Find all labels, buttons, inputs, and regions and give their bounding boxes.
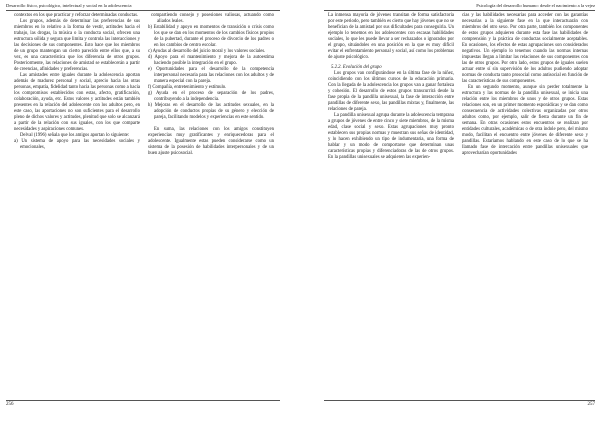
right-page-footer — [324, 400, 595, 408]
paragraph: La pandilla unisexual agrupa durante la adolescencia temprana a grupos de jóvenes de entre cinco y siete miembros, de la misma edad, clase social y sexo. Estas agrupaciones muy pronto establecen sus propias normas y muestran sus señas de identidad, y lo hacen exhibiendo un tipo de indumentaria, una forma de hablar y un modo de comportarse que determinan unas características propias y diferenciadoras de las de otros grupos. En la pandillas unisexuales se adquieren las experien- — [328, 113, 454, 161]
right-page — [300, 0, 600, 423]
right-column-1 — [328, 13, 454, 161]
list-item: e) Oportunidades para el desarrollo de la competencia interpersonal necesaria para las relaciones con los adultos y de manera especial con la pareja. — [148, 67, 274, 85]
paragraph: contextos en los que practicar y reforzar determinadas conductas. — [14, 13, 139, 18]
paragraph: En suma, las relaciones con los amigos constituyen experiencias muy gratificantes y enriquecedoras para el adolescente. Igualmente estas pueden considerarse como un sistema de la posesión de habilidades interpersonales y de un buen ajuste psicosocial. — [148, 127, 274, 157]
page-number: 257 — [587, 402, 595, 407]
page-number: 256 — [6, 402, 14, 407]
list-item: d) Apoyo para el mantenimiento y mejora de la autoestima haciendo posible la integración en el grupo. — [148, 55, 274, 67]
list-item: f) Compañía, entretenimiento y estímulo. — [148, 85, 227, 91]
right-column-2 — [462, 13, 588, 157]
list-item: c) Ayudas al desarrollo del juicio moral y los valores sociales. — [148, 49, 266, 55]
paragraph: En un segundo momento, aunque sin perder totalmente la estructura y las normas de la pandilla unisexual, se inicia una relación entre los miembros de unos y de otros grupos. Estas relaciones son, en un primer momento esporádicas y se dan como consecuencia de actividades colectivas organizadas por otros adultos como, por ejemplo, salir de fiesta durante un fin de semana. En otras ocasiones estos encuentros se realizan por entidades culturales, académicas o de otra índole pero, del mismo modo, facilitan el encuentro entre jóvenes de diferente sexo y pandillas. Estaríamos hablando en este caso de lo que se ha llamado fase de intercación entre pandillas unisexuales que aprovecharían oportunidades — [462, 85, 588, 157]
paragraph: La inmensa mayoría de jóvenes transitan de forma satisfactoria por este periodo, pero también es cierto que hay jóvenes que no se benefician de la amistad por sus dificultades para conseguirla. Un ejemplo lo tenemos en los adolescentes con escasas habilidades sociales, lo que les puede llevar a ser rechazados o ignorados por el grupo, situándoles en una posición en la que es muy difícil evitar el enfrentamiento personal y social, así como los problemas de ajuste psicológico. — [328, 13, 454, 61]
paragraph: Delval (1996) señala que los amigos aportan lo siguiente: — [20, 133, 130, 139]
paragraph: cias y las habilidades necesarias para acceder con las garantías necesarias a la siguiente fase en la que interactuarán con miembros del otro sexo. Por otra parte, también los componentes de estos grupos adquieren durante esta fase las habilidades de comprensión y la práctica de conductas socialmente aceptables. En ocasiones, los efectos de estas agrupaciones son considerados negativos. Un ejemplo lo tenemos cuando las normas internas impuestas llegan a limitar las relaciones de sus componentes con las de otros grupos. Por otro lado, estos grupos de iguales suelen actuar entre sí sin supervisión de los adultos pudiendo adoptar normas de conducta tanto prosocial como antisocial en función de las características de sus componentes. — [462, 13, 588, 85]
left-running-header: Desarrollo físico, psicológico, intelectual y social en la adolescencia — [6, 3, 280, 11]
paragraph: Los grupos, además de determinar las preferencias de sus miembros en lo relativo a la forma de vestir, actitudes hacia el trabajo, las drogas, la música o la conducta social, ofrecen una estructura sólida y segura que limita y controla las interacciones y las decisiones de sus componentes. Esto hace que los miembros de un grupo mantengan un cierto parecido entre ellos que, a su vez, es una característica que los diferencia de otros grupos. Posteriormente, las relaciones de amistad se establecerán a partir de creencias, afinidades y preferencias. — [14, 19, 140, 73]
paragraph: Los grupos van configurándose en la última fase de la niñez, coincidiendo con los últimos cursos de la educación primaria. Con la llegada de la adolescencia los grupos van a ganar fortaleza y cohesión. El desarrollo de estos grupos transcurrirá desde la fase propia de la pandilla unisexual, la fase de interacción entre pandillas de diferente sexo, las pandillas mixtas y, finalmente, las relaciones de pareja. — [328, 71, 454, 113]
left-column-2 — [148, 13, 274, 157]
list-item: a) Un sistema de apoyo para las necesidades sociales y emocionales, — [14, 139, 140, 151]
section-heading: 5.2.2. Evolución del grupo — [331, 65, 382, 71]
list-item: h) Mejoras en el desarrollo de las actitudes sexuales, en la adopción de conductos propias de su género y elección de pareja, facilitando modelos y experiencias en este sentido. — [148, 103, 274, 121]
list-item: compartiendo consejo y posesiones valiosas, actuando como aliados leales. — [151, 13, 274, 25]
right-running-header: Psicología del desarrollo humano: desde el nacimiento a la vejez — [324, 3, 595, 11]
list-item: g) Ayuda en el proceso de separación de los padres, contribuyendo a la independencia. — [148, 91, 274, 103]
left-page-footer — [6, 400, 280, 408]
list-item: b) Estabilidad y apoyo en momentos de transición o crisis como los que se dan en los momentos de los cambios físicos propios de la pubertad, durante el proceso de divorcio de los padres o en los cambios de centro escolar. — [148, 25, 274, 49]
paragraph: Las amistades entre iguales durante la adolescencia aportan además de madurez personal y social, aprecio hacia las otras personas, empatía, fidelidad tanto hacia las personas como a hacia los compromisos establecidos con estas, afecto, gratificación, colaboración, ayuda, etc. Estos valores y actitudes están también presentes en la relación del adolescente con los adultos pero, en este caso, las aportaciones no son suficientes para el desarrollo pleno de dichos valores y actitudes, plenitud que solo se alcanzará a partir de la relación con sus iguales, con los que comparte necesidades y aspiraciones comunes. — [14, 73, 140, 133]
left-column-1 — [14, 13, 140, 151]
